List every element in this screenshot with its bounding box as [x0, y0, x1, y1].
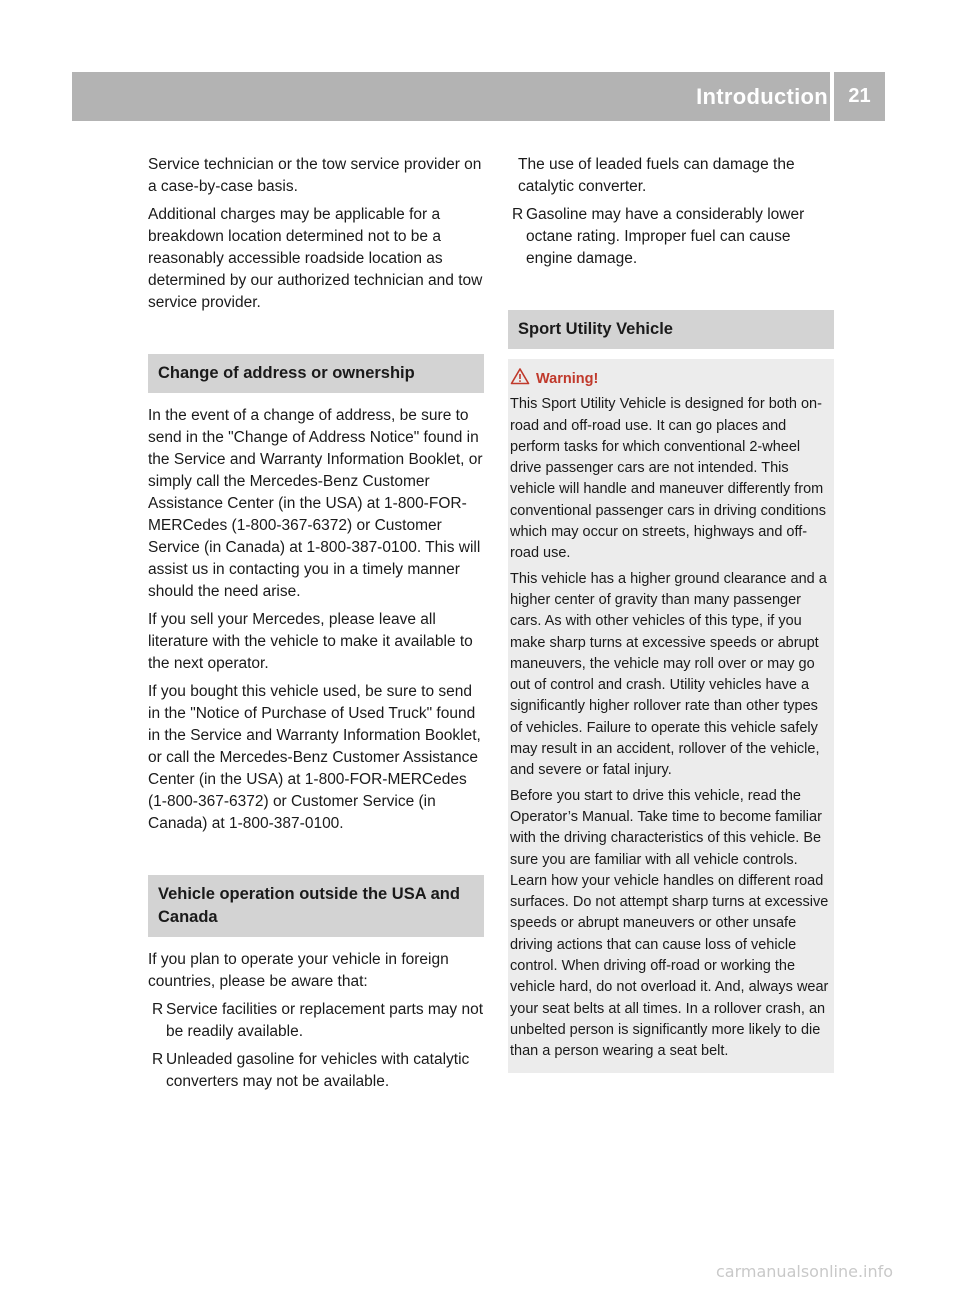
list-item: [148, 1049, 484, 1093]
left-column: [148, 154, 484, 1099]
warning-paragraph: This Sport Utility Vehicle is designed for both on-road and off-road use. It can go places and perform tasks for which conventional 2-wheel drive passenger cars are not intended. This vehicle will handle and maneuver differently from conventional passenger cars in driving conditions which may occur on streets, highways and off-road use.: [510, 396, 826, 562]
page-title: Introduction: [696, 84, 828, 109]
bullet-list: [148, 999, 484, 1093]
continuation-paragraph: The use of leaded fuels can damage the catalytic converter.: [518, 156, 795, 195]
section-heading-change-address: Change of address or ownership: [148, 354, 484, 393]
intro-paragraph: Additional charges may be applicable for a breakdown location determined not to be a reasonably accessible roadside location as determined by our authorized technician and tow service provider.: [148, 206, 483, 311]
bullet-marker: R: [512, 206, 524, 223]
right-column: [508, 154, 834, 1073]
page-number: 21: [848, 85, 871, 107]
body-paragraph: If you bought this vehicle used, be sure to send in the "Notice of Purchase of Used Truck" found in the Service and Warranty Information Booklet, or call the Mercedes-Benz Customer Assistance Center (in the USA) at 1-800-FOR-MERCedes (1-800-367-6372) or Customer Service (in Canada) at 1-800-387-0100.: [148, 683, 481, 832]
bullet-marker: R: [152, 1001, 164, 1018]
intro-paragraph: Service technician or the tow service provider on a case-by-case basis.: [148, 156, 482, 195]
list-item-text: Service facilities or replacement parts may not be readily available.: [166, 1001, 484, 1040]
watermark: carmanualsonline.info: [716, 1262, 894, 1281]
warning-label: Warning!: [536, 371, 599, 387]
list-item-text: Unleaded gasoline for vehicles with catalytic converters may not be available.: [166, 1051, 470, 1090]
warning-header: [510, 367, 830, 392]
list-item-text: Gasoline may have a considerably lower octane rating. Improper fuel can cause engine damage.: [526, 206, 805, 267]
warning-box: [508, 359, 834, 1073]
warning-triangle-icon: [510, 367, 530, 392]
list-item: [508, 204, 834, 270]
body-paragraph: If you plan to operate your vehicle in foreign countries, please be aware that:: [148, 951, 449, 990]
warning-paragraph: This vehicle has a higher ground clearance and a higher center of gravity than many passenger cars. As with other vehicles of this type, if you make sharp turns at excessive speeds or abrupt maneuvers, the vehicle may roll over or may go out of control and crash. Utility vehicles have a significantly higher rollover rate than other types of vehicles. Failure to operate this vehicle safely may result in an accident, rollover of the vehicle, and severe or fatal injury.: [510, 570, 827, 779]
section-heading-suv: Sport Utility Vehicle: [508, 310, 834, 349]
section-heading-outside-usa: Vehicle operation outside the USA and Canada: [148, 875, 484, 937]
bullet-marker: R: [152, 1051, 164, 1068]
warning-paragraph: Before you start to drive this vehicle, read the Operator’s Manual. Take time to become familiar with the driving characteristics of this vehicle. Be sure you are familiar with all vehicle controls. Learn how your vehicle handles on different road surfaces. Do not attempt sharp turns at excessive speeds or abrupt maneuvers or other unsafe driving actions that can cause loss of vehicle control. When driving off-road or working the vehicle hard, do not overload it. And, always wear your seat belts at all times. In a rollover crash, an unbelted person is significantly more likely to die than a person wearing a seat belt.: [510, 787, 829, 1060]
bullet-list: [508, 204, 834, 270]
list-item: [148, 999, 484, 1043]
body-paragraph: In the event of a change of address, be sure to send in the "Change of Address Notice" found in the Service and Warranty Information Booklet, or simply call the Mercedes-Benz Customer Assistance Center (in the USA) at 1-800-FOR-MERCedes (1-800-367-6372) or Customer Service (in Canada) at 1-800-387-0100. This will assist us in contacting you in a timely manner should the need arise.: [148, 407, 483, 600]
body-paragraph: If you sell your Mercedes, please leave all literature with the vehicle to make it available to the next operator.: [148, 611, 473, 672]
